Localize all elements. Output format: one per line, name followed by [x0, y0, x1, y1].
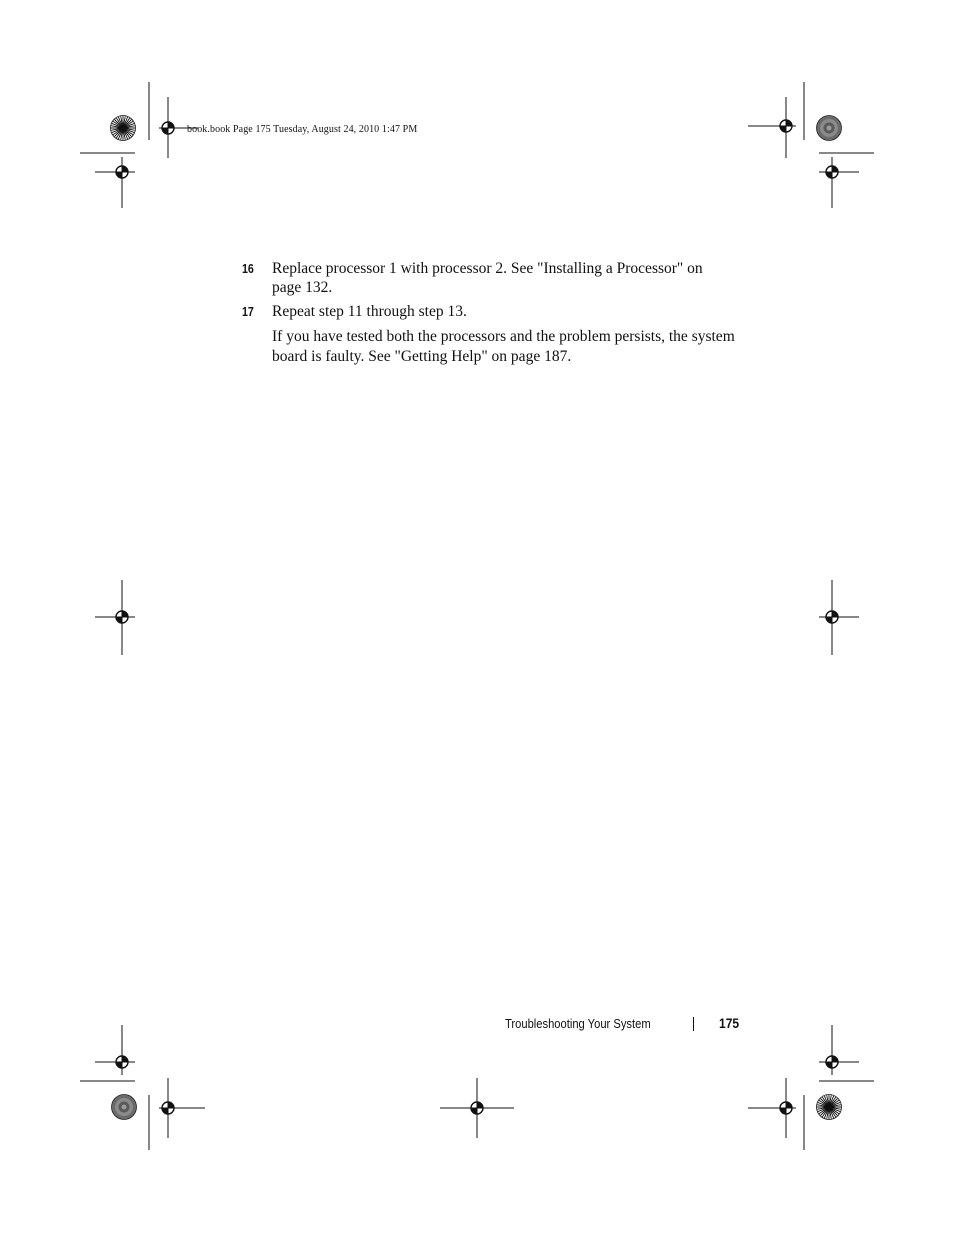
starburst-registration-target-icon [817, 1095, 842, 1120]
step-number: 17 [242, 304, 254, 319]
registration-crosshair-icon [826, 611, 838, 623]
note-line: If you have tested both the processors and the problem persists, the system [272, 328, 735, 345]
registration-crosshair-icon [780, 120, 792, 132]
footer-section-title: Troubleshooting Your System [505, 1016, 651, 1031]
step-text-line: Repeat step 11 through step 13. [272, 303, 467, 320]
note-paragraph [272, 327, 742, 366]
step-text [272, 302, 742, 321]
registration-crosshair-icon [162, 1102, 174, 1114]
footer-separator [693, 1017, 694, 1031]
step-number: 16 [242, 261, 254, 276]
note-line: board is faulty. See "Getting Help" on page 187. [272, 347, 572, 365]
registration-crosshair-icon [116, 611, 128, 623]
step-text-line: Replace processor 1 with processor 2. See "Installing a Processor" on [272, 260, 703, 277]
registration-crosshair-icon [116, 166, 128, 178]
starburst-registration-target-icon [111, 116, 136, 141]
page-number: 175 [719, 1015, 740, 1031]
step-text-line: page 132. [272, 279, 333, 296]
step-text [272, 259, 742, 297]
registration-crosshair-icon [162, 122, 174, 134]
registration-crosshair-icon [116, 1056, 128, 1068]
gray-registration-target-icon [817, 116, 842, 141]
registration-crosshair-icon [826, 166, 838, 178]
gray-registration-target-icon [112, 1095, 137, 1120]
registration-crosshair-icon [826, 1056, 838, 1068]
print-slug: book.book Page 175 Tuesday, August 24, 2010 1:47 PM [187, 124, 418, 135]
registration-crosshair-icon [780, 1102, 792, 1114]
registration-crosshair-icon [471, 1102, 483, 1114]
